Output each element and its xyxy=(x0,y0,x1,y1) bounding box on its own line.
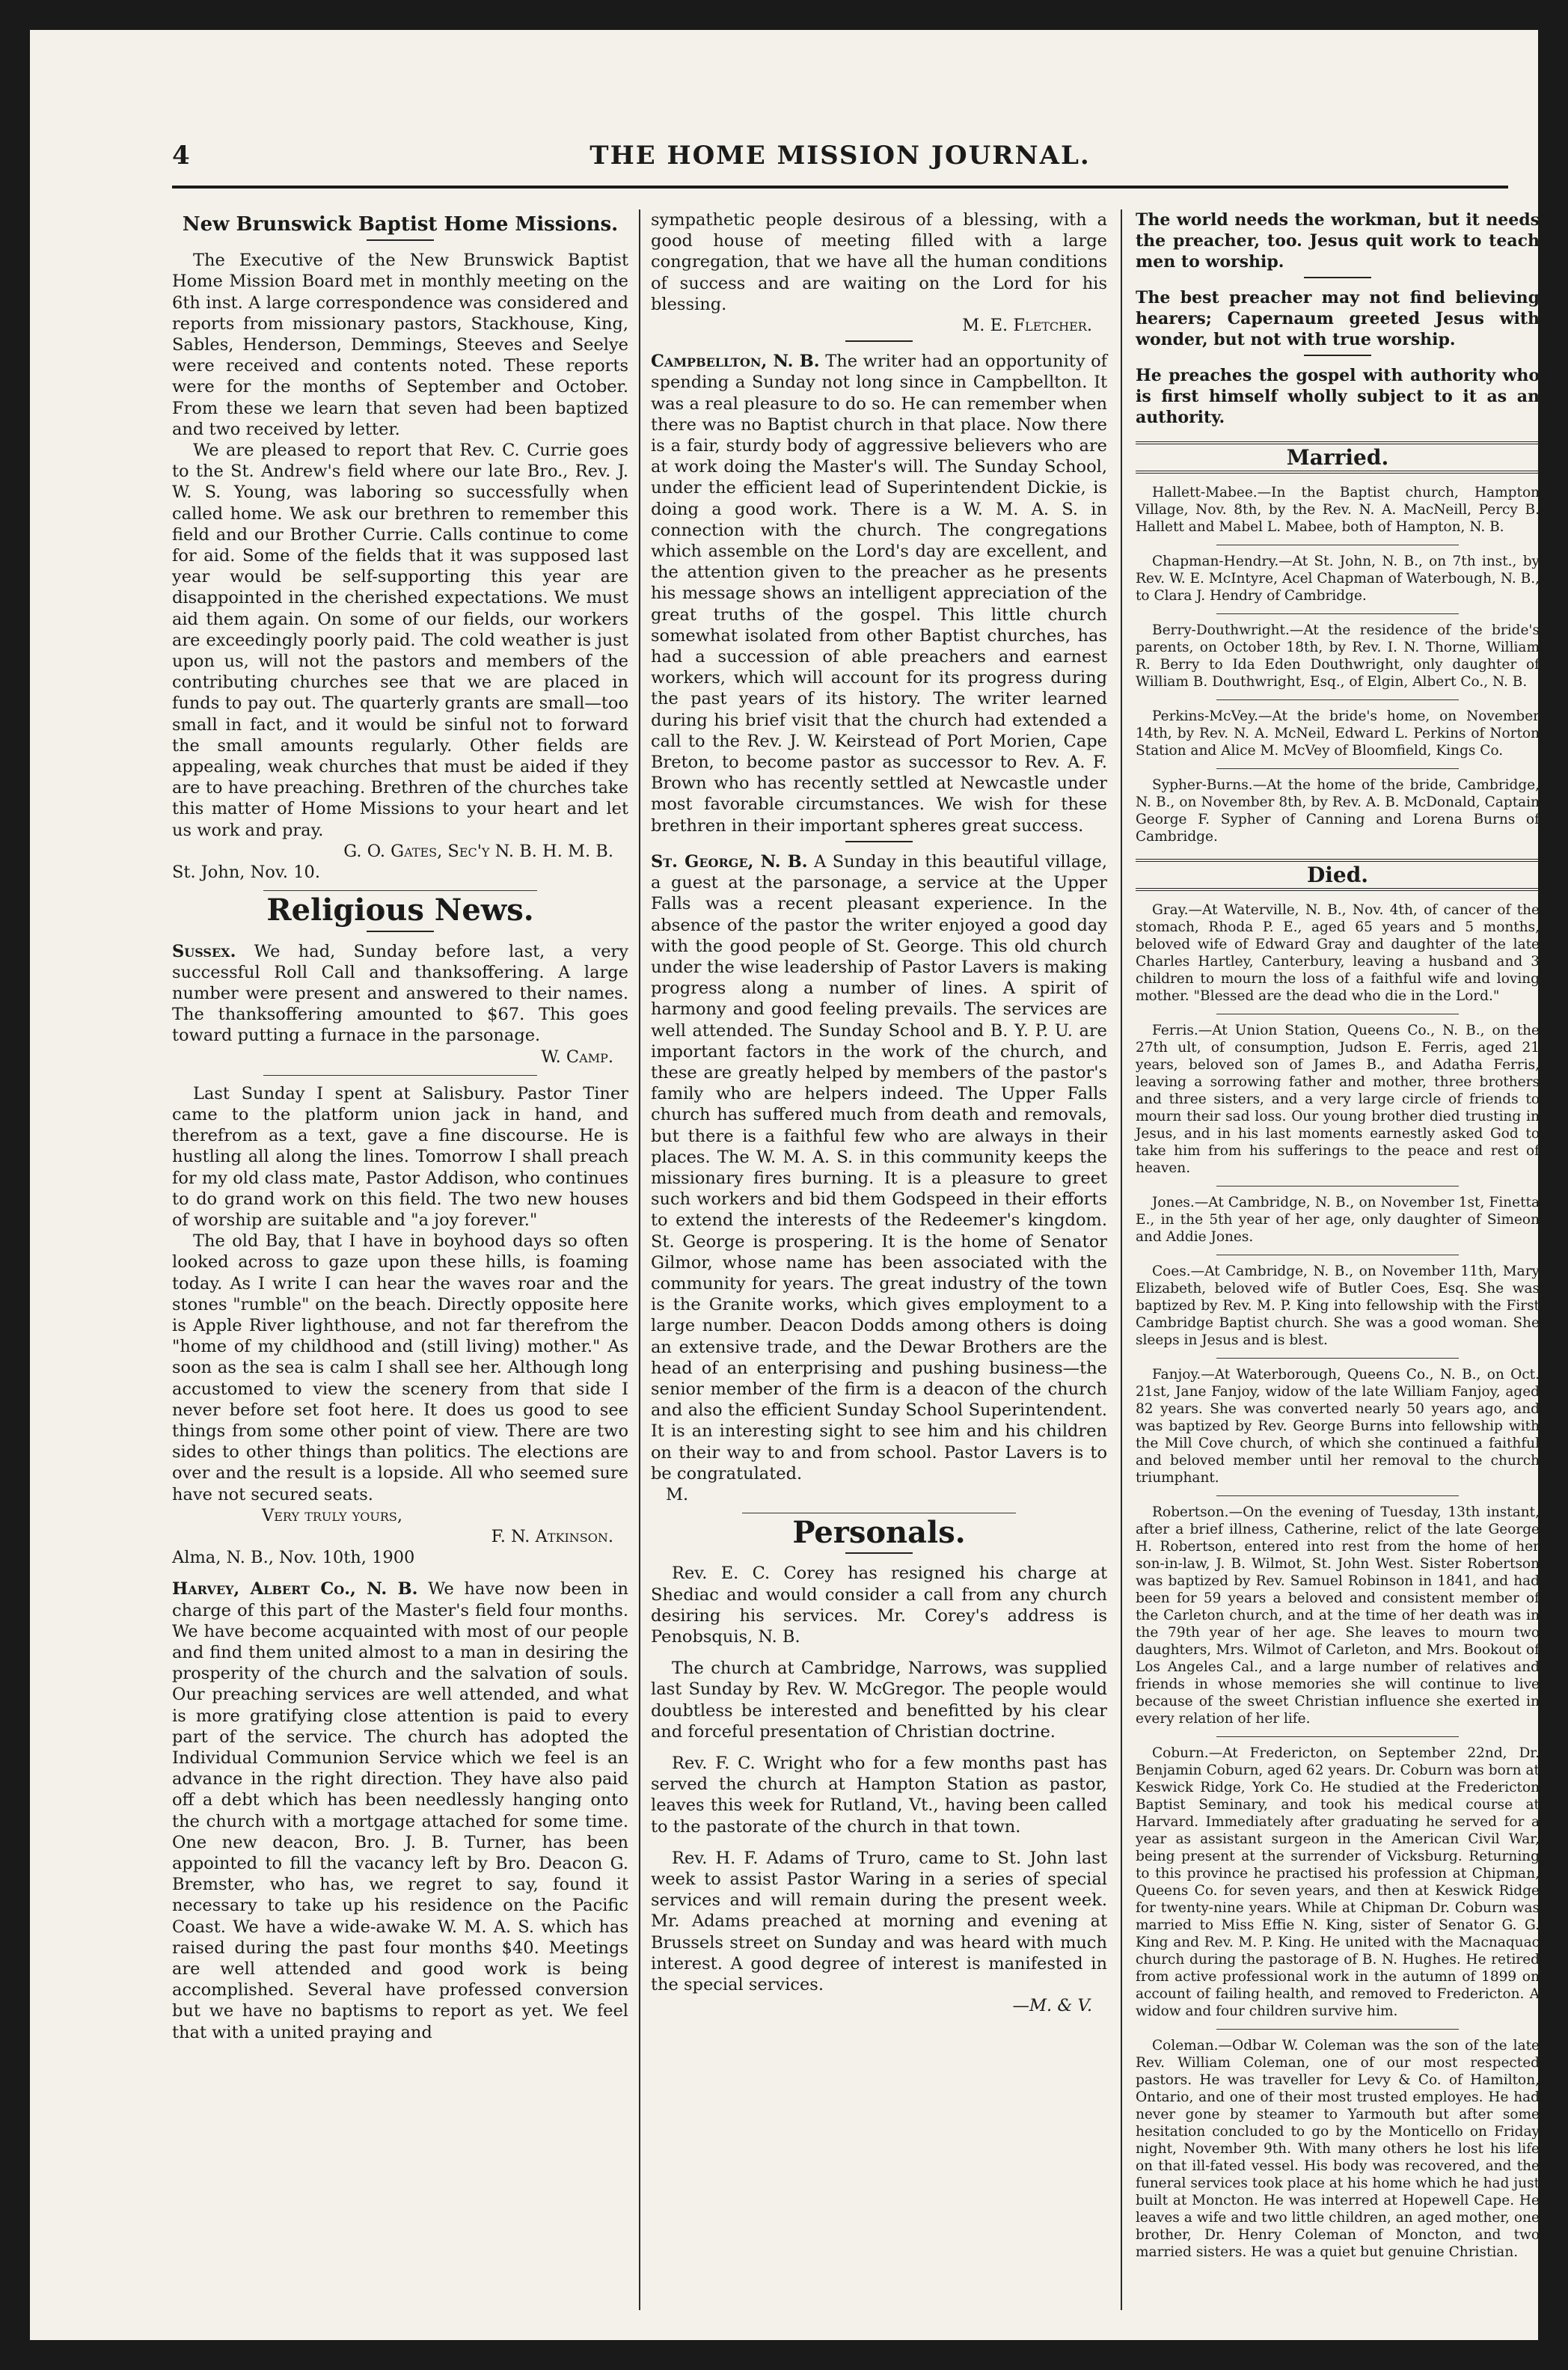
personals-signature: —M. & V. xyxy=(1012,1996,1092,2016)
column-2 xyxy=(651,209,1107,2310)
entry-rule xyxy=(1216,2029,1459,2030)
article-signature: G. O. Gates, Sec'y N. B. H. M. B. xyxy=(343,841,613,861)
personal-item: Rev. F. C. Wright who for a few months past has served the church at Hampton Station as pastor, leaves this week for Rutland, Vt., having been called to the pastorate of the church in that town. xyxy=(651,1754,1107,1837)
section-rule xyxy=(845,340,913,342)
section-title-nb-missions: New Brunswick Baptist Home Missions. xyxy=(182,213,619,236)
married-list xyxy=(1136,484,1540,845)
report-place: St. George, N. B. xyxy=(651,851,808,872)
quote-paragraph: The world needs the workman, but it needs the preacher, too. Jesus quit work to teach men to worship. xyxy=(1136,210,1540,272)
report-text: We had, Sunday before last, a very successful Roll Call and thanksoffering. A large number were present and answered to their names. The thanksoffering amounted to $67. This goes toward putting a furnace in the parsonage. xyxy=(172,941,629,1046)
section-title-personals: Personals. xyxy=(792,1515,966,1551)
section-title-died: Died. xyxy=(1136,859,1540,891)
section-rule xyxy=(263,1075,537,1076)
article-paragraph: Last Sunday I spent at Salisbury. Pastor Tiner came to the platform union jack in hand, and therefrom as a text, gave a fine discourse. He is hustling all along the lines. Tomorrow I shall preach for my old class mate, Pastor Addison, who continues to do grand work on this field. The two new houses of worship are suitable and "a joy forever." xyxy=(172,1083,628,1230)
personal-item: Rev. E. C. Corey has resigned his charge at Shediac and would consider a call from any church desiring his services. Mr. Corey's address is Penobsquis, N. B. xyxy=(651,1564,1107,1647)
article-paragraph: The old Bay, that I have in boyhood days so often looked across to gaze upon these hills, is foaming today. As I write I can hear the waves roar and the stones "rumble" on the beach. Directly opposite here is Apple River lighthouse, and not far therefrom the "home of my childhood and (still living) mother." As soon as the sea is calm I shall see her. Although long accustomed to view the scenery from that side I never before set foot here. It does us good to see things from some other point of view. There are two sides to other things than politics. The elections are over and the result is a lopside. All who seemed sure have not secured seats. xyxy=(172,1231,628,1504)
newspaper-page xyxy=(30,30,1538,2340)
section-rule xyxy=(263,890,537,891)
died-list xyxy=(1136,901,1540,2261)
obituary-notice: Ferris.—At Union Station, Queens Co., N. B., on the 27th ult, of consumption, Judson E. Ferris, aged 21 years, beloved son of James B., and Adatha Ferris, leaving a sorrowing father and mother, three brothers and three sisters, and a very large circle of friends to mourn their sad loss. Our young brother died trusting in Jesus, and in his last moments earnestly asked God to take him from his sufferings to the peace and rest of heaven. xyxy=(1136,1023,1540,1176)
report-place: Sussex. xyxy=(172,941,236,961)
page-header xyxy=(172,135,1508,189)
column-divider xyxy=(1121,209,1122,2310)
obituary-notice: Coleman.—Odbar W. Coleman was the son of the late Rev. William Coleman, one of our most respected pastors. He was traveller for Levy & Co. of Hamilton, Ontario, and one of their most trusted employes. He had never gone by steamer to Yarmouth but after some hesitation concluded to go by the Monticello on Friday night, November 9th. With many others he lost his life on that ill-fated vessel. His body was recovered, and the funeral services took place at his home which he had just built at Moncton. He was interred at Hopewell Cape. He leaves a wife and two little children, an aged mother, one brother, Dr. Henry Coleman of Moncton, and two married sisters. He was a quiet but genuine Christian. xyxy=(1136,2038,1540,2260)
section-title-married: Married. xyxy=(1136,441,1540,474)
report-text: The writer had an opportunity of spending a Sunday not long since in Campbellton. It was a real pleasure to do so. He can remember when there was no Baptist church in that place. Now there is a fair, sturdy body of aggressive believers who are at work doing the Master's will. The Sunday School, under the efficient lead of Superintendent Dickie, is doing a good work. There is a W. M. A. S. in connection with the church. The congregations which assemble on the Lord's day are excellent, and the attention given to the preacher as he presents his message shows an intelligent appreciation of the great truths of the gospel. This little church somewhat isolated from other Baptist churches, has had a succession of able preachers and earnest workers, which will account for its progress during the past years of its history. The writer learned during his brief visit that the church had extended a call to the Rev. J. W. Keirstead of Port Morien, Cape Breton, to become pastor as successor to Rev. A. F. Brown who has recently settled at Newcastle under most favorable circumstances. We wish for these brethren in their important spheres great success. xyxy=(651,352,1107,836)
article-paragraph: The Executive of the New Brunswick Baptist Home Mission Board met in monthly meeting on the 6th inst. A large correspondence was considered and reports from missionary pastors, Stackhouse, King, Sables, Henderson, Demmings, Steeves and Seelye were received and contents noted. These reports were for the months of September and October. From these we learn that seven had been baptized and two received by letter. xyxy=(172,251,628,439)
header-rule xyxy=(172,186,1508,189)
column-1 xyxy=(172,209,628,2310)
married-notice: Hallett-Mabee.—In the Baptist church, Hampton Village, Nov. 8th, by the Rev. N. A. MacNeill, Percy B. Hallett and Mabel L. Mabee, both of Hampton, N. B. xyxy=(1136,485,1540,535)
obituary-notice: Robertson.—On the evening of Tuesday, 13th instant, after a brief illness, Catherine, relict of the late George H. Robertson, entered into rest from the home of her son-in-law, J. B. Wilmot, St. John West. Sister Robertson was baptized by Rev. Samuel Robinson in 1841, and had been for 59 years a beloved and consistent member of the Carleton church, and at the time of her death was in the 79th year of her age. She leaves to mourn two daughters, Mrs. Wilmot of Carleton, and Mrs. Bookout of Los Angeles Cal., and a large number of relatives and friends in whose memories she will continue to live because of the sweet Christian influence she exerted in every relation of her life. xyxy=(1136,1504,1540,1727)
section-rule xyxy=(845,841,913,842)
letter-dateline: Alma, N. B., Nov. 10th, 1900 xyxy=(172,1548,415,1568)
married-notice: Perkins-McVey.—At the bride's home, on November 14th, by Rev. N. A. McNeil, Edward L. Perkins of Norton Station and Alice M. McVey of Bloomfield, Kings Co. xyxy=(1136,708,1540,759)
article-paragraph: We are pleased to report that Rev. C. Currie goes to the St. Andrew's field where our late Bro., Rev. J. W. S. Young, was laboring so successfully when called home. We ask our brethren to remember this field and our Brother Currie. Calls continue to come for aid. Some of the fields that it was supposed last year would be self-supporting this year are disappointed in the cherished expectations. We must aid them again. On some of our fields, our workers are exceedingly poorly paid. The cold weather is just upon us, will not the pastors and members of the contributing churches see that we are placed in funds to pay out. The quarterly grants are small—too small in fact, and it would be sinful not to forward the small amounts regularly. Other fields are appealing, weak churches that must be aided if they are to have preaching. Brethren of the churches take this matter of Home Missions to your heart and let us work and pray. xyxy=(172,441,628,840)
report-signature: M. E. Fletcher. xyxy=(962,316,1092,336)
report-text: We have now been in charge of this part of the Master's field four months. We have become acquainted with most of our people and find them united almost to a man in desiring the prosperity of the church and the salvation of souls. Our preaching services are well attended, and what is more gratifying close attention is paid to every part of the service. The church has adopted the Individual Communion Service which we feel is an advance in the right direction. They have also paid off a debt which has been needlessly hanging onto the church with a mortgage attached for some time. One new deacon, Bro. J. B. Turner, has been appointed to fill the vacancy left by Bro. Deacon G. Bremster, who has, we regret to say, found it necessary to take up his residence on the Pacific Coast. We have a wide-awake W. M. A. S. which has raised during the past four months $40. Meetings are well attended and good work is being accomplished. Several have professed conversion but we have no baptisms to report as yet. We feel that with a united praying and xyxy=(172,1579,628,2042)
report-text: sympathetic people desirous of a blessing, with a good house of meeting filled with a large congregation, that we have all the human conditions of success and are waiting on the Lord for his blessing. xyxy=(651,210,1107,314)
obituary-notice: Coes.—At Cambridge, N. B., on November 11th, Mary Elizabeth, beloved wife of Butler Coes, Esq. She was baptized by Rev. M. P. King into fellowship with the First Cambridge Baptist church. She was a good woman. She sleeps in Jesus and is blest. xyxy=(1136,1264,1540,1348)
obituary-notice: Jones.—At Cambridge, N. B., on November 1st, Finetta E., in the 5th year of her age, only daughter of Simeon and Addie Jones. xyxy=(1136,1195,1540,1245)
article-dateline: St. John, Nov. 10. xyxy=(172,863,320,883)
report-place: Campbellton, N. B. xyxy=(651,352,820,372)
obituary-notice: Coburn.—At Fredericton, on September 22nd, Dr. Benjamin Coburn, aged 62 years. Dr. Coburn was born at Keswick Ridge, York Co. He studied at the Fredericton Baptist Seminary, and took his medical course at Harvard. Immediately after graduating he served for a year as assistant surgeon in the American Civil War, being present at the surrender of Vicksburg. Returning to this province he practised his profession at Chipman, Queens Co. for seven years, and then at Keswick Ridge for twenty-nine years. While at Chipman Dr. Coburn was married to Miss Effie N. King, sister of Senator G. G. King and Rev. M. P. King. He united with the Macnaquac church during the pastorage of B. N. Hughes. He retired from active professional work in the autumn of 1899 on account of failing health, and removed to Fredericton. A widow and four children survive him. xyxy=(1136,1745,1540,2019)
letter-closing: Very truly yours, xyxy=(262,1505,403,1525)
column-divider xyxy=(639,209,640,2310)
married-notice: Sypher-Burns.—At the home of the bride, Cambridge, N. B., on November 8th, by Rev. A. B. McDonald, Captain George F. Sypher of Canning and Lorena Burns of Cambridge. xyxy=(1136,777,1540,845)
journal-title: THE HOME MISSION JOURNAL. xyxy=(589,141,1091,171)
personal-item: The church at Cambridge, Narrows, was supplied last Sunday by Rev. W. McGregor. The people would doubtless be interested and benefitted by his clear and forceful presentation of Christian doctrine. xyxy=(651,1659,1107,1742)
quote-paragraph: The best preacher may not find believing hearers; Capernaum greeted Jesus with wonder, but not with true worship. xyxy=(1136,288,1540,349)
entry-rule xyxy=(1216,1495,1459,1496)
married-notice: Chapman-Hendry.—At St. John, N. B., on 7th inst., by Rev. W. E. McIntyre, Acel Chapman of Waterbough, N. B., to Clara J. Hendry of Cambridge. xyxy=(1136,554,1540,604)
section-title-religious-news: Religious News. xyxy=(266,892,534,928)
page-number: 4 xyxy=(172,141,190,171)
personal-item: Rev. H. F. Adams of Truro, came to St. John last week to assist Pastor Waring in a series of special services and will remain during the present week. Mr. Adams preached at morning and evening at Brussels street on Sunday and was heard with much interest. A good degree of interest is manifested in the special services. xyxy=(651,1848,1107,1995)
section-rule xyxy=(1304,277,1371,278)
married-notice: Berry-Douthwright.—At the residence of the bride's parents, on October 18th, by Rev. I. N. Thorne, William R. Berry to Ida Eden Douthwright, only daughter of William B. Douthwright, Esq., of Elgin, Albert Co., N. B. xyxy=(1136,622,1540,690)
obituary-notice: Fanjoy.—At Waterborough, Queens Co., N. B., on Oct. 21st, Jane Fanjoy, widow of the late William Fanjoy, aged 82 years. She was converted nearly 50 years ago, and was baptized by Rev. George Burns into fellowship with the Mill Cove church, of which she continued a faithful and beloved member until her removal to the church triumphant. xyxy=(1136,1367,1540,1486)
entry-rule xyxy=(1216,768,1459,769)
quote-paragraph: He preaches the gospel with authority who is first himself wholly subject to it as an authority. xyxy=(1136,366,1540,427)
letter-signature: F. N. Atkinson. xyxy=(491,1526,613,1546)
entry-rule xyxy=(1216,1358,1459,1359)
report-signature: W. Camp. xyxy=(541,1047,613,1067)
report-signature: M. xyxy=(666,1484,689,1504)
report-place: Harvey, Albert Co., N. B. xyxy=(172,1579,418,1599)
title-rule xyxy=(367,239,434,241)
title-rule xyxy=(367,931,434,932)
title-rule xyxy=(845,1552,913,1554)
entry-rule xyxy=(1216,1736,1459,1737)
report-text: A Sunday in this beautiful village, a guest at the parsonage, a service at the Upper Falls was a recent pleasant experience. In the absence of the pastor the writer enjoyed a good day with the good people of St. George. This old church under the wise leadership of Pastor Lavers is making progress along a number of lines. A spirit of harmony and good feeling prevails. The services are well attended. The Sunday School and B. Y. P. U. are important factors in the work of the church, and these are greatly helped by members of the pastor's family who are helpers indeed. The Upper Falls church has suffered much from death and removals, but there is a faithful few who are always in their places. The W. M. A. S. in this community keeps the missionary fires burning. It is a pleasure to greet such workers and bid them Godspeed in their efforts to extend the interests of the Redeemer's kingdom. St. George is prospering. It is the home of Senator Gilmor, whose name has been associated with the community for years. The great industry of the town is the Granite works, which gives employment to a large number. Deacon Dodds among others is doing an extensive trade, and the Dewar Brothers are the head of an enterprising and pushing business—the senior member of the firm is a deacon of the church and also the efficient Sunday School Superintendent. It is an interesting sight to see him and his children on their way to and from school. Pastor Lavers is to be congratulated. xyxy=(651,851,1107,1483)
obituary-notice: Gray.—At Waterville, N. B., Nov. 4th, of cancer of the stomach, Rhoda P. E., aged 65 years and 5 months, beloved wife of Edward Gray and daughter of the late Charles Hartley, Canterbury, leaving a husband and 3 children to mourn the loss of a faithful wife and loving mother. "Blessed are the dead who die in the Lord." xyxy=(1136,902,1540,1004)
section-rule xyxy=(1304,355,1371,356)
entry-rule xyxy=(1216,699,1459,700)
column-3 xyxy=(1136,209,1540,2310)
entry-rule xyxy=(1216,613,1459,614)
